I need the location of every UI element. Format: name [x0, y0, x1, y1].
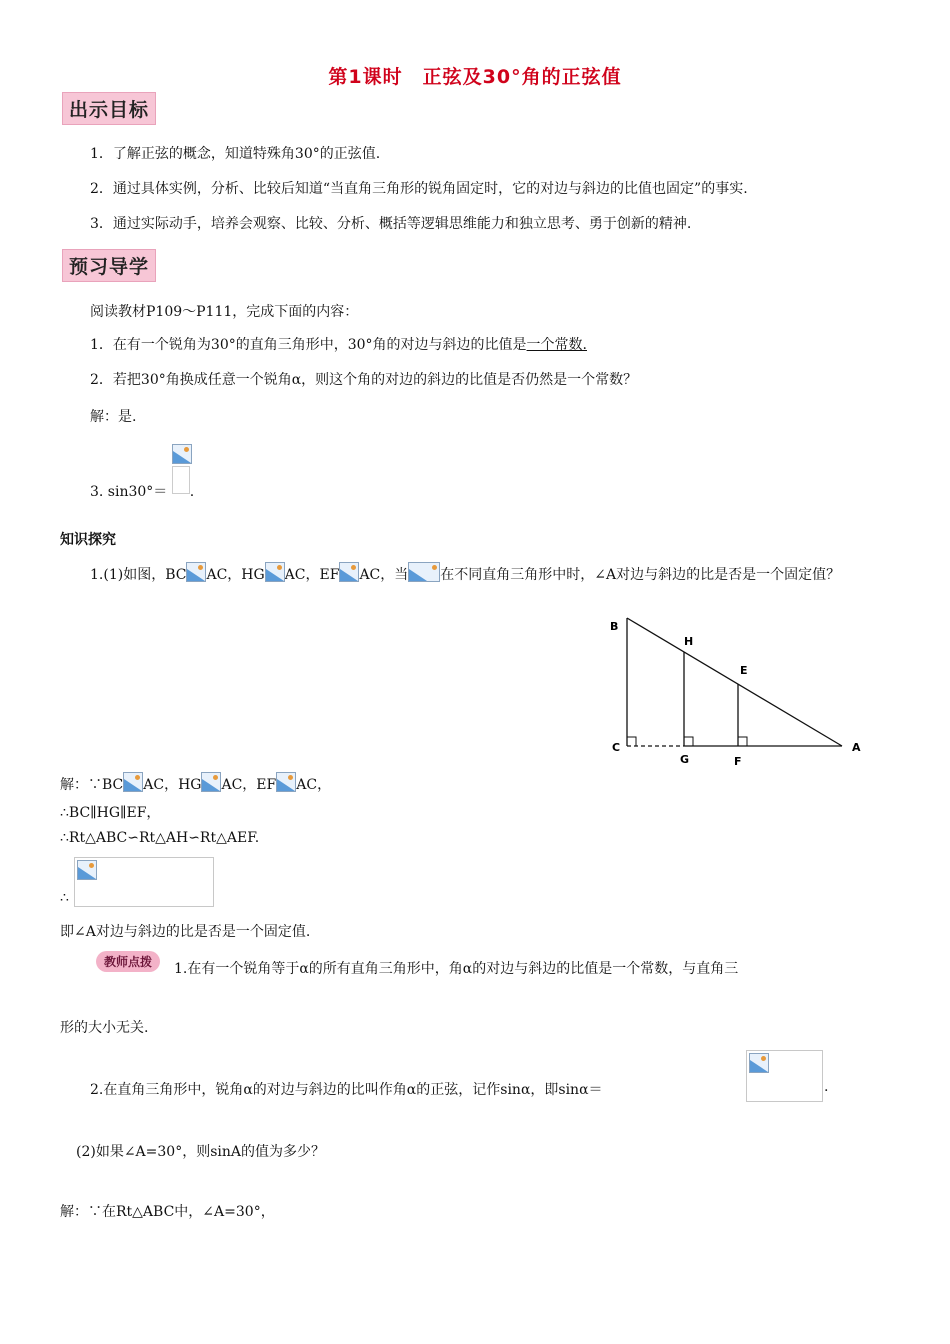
tip-1-line-1: 1.在有一个锐角等于α的所有直角三角形中，角α的对边与斜边的比值是一个常数，与直角三 [174, 961, 739, 977]
image-frame [172, 466, 190, 494]
broken-image-icon [186, 562, 206, 582]
explore-q1-part: 1.(1)如图，BC [90, 567, 187, 583]
explore-q2: (2)如果∠A=30°，则sinA的值为多少？ [76, 1144, 326, 1160]
broken-image-icon [276, 772, 296, 792]
broken-image-icon [77, 860, 97, 880]
tip-2: 2.在直角三角形中，锐角α的对边与斜边的比叫作角α的正弦，记作sinα，即sinα＝ [90, 1082, 603, 1098]
explore-q1-part: AC，HG [206, 567, 265, 583]
tip-2-suffix: . [824, 1079, 829, 1095]
broken-image-icon [123, 772, 143, 792]
label-b: B [610, 620, 619, 633]
preview-q2: 2．若把30°角换成任意一个锐角α，则这个角的对边的斜边的比值是否仍然是一个常数？ [90, 372, 638, 388]
broken-image-icon [172, 444, 192, 464]
goal-item-1: 1．了解正弦的概念，知道特殊角30°的正弦值. [90, 146, 381, 162]
explore-q1-part: AC，当 [359, 567, 409, 583]
explore-heading: 知识探究 [60, 532, 116, 548]
preview-q3 [90, 466, 194, 506]
explore-q2-solution: 解：∵在Rt△ABC中，∠A=30°， [60, 1204, 275, 1220]
broken-image-icon [749, 1053, 769, 1073]
preview-badge: 预习导学 [62, 249, 156, 282]
broken-image-icon [265, 562, 285, 582]
preview-intro: 阅读教材P109～P111，完成下面的内容： [90, 304, 359, 320]
solution-part: AC，HG [143, 777, 202, 793]
explore-q1-part: AC，EF [284, 567, 340, 583]
ratio-image-box [74, 857, 214, 907]
preview-q1-text: 1．在有一个锐角为30°的直角三角形中，30°角的对边与斜边的比值是 [90, 337, 527, 353]
explore-q1-part: 在不同直角三角形中时，∠A对边与斜边的比是否是一个固定值？ [440, 567, 841, 583]
label-g: G [680, 753, 690, 766]
broken-image-icon [408, 562, 440, 582]
label-e: E [740, 664, 748, 677]
broken-image-icon [339, 562, 359, 582]
page-title: 第1课时 正弦及30°角的正弦值 [328, 66, 622, 88]
solution-line-2: ∴BC∥HG∥EF， [60, 805, 161, 821]
goal-item-3: 3．通过实际动手，培养会观察、比较、分析、概括等逻辑思维能力和独立思考、勇于创新的精神. [90, 216, 692, 232]
triangle-figure [600, 610, 870, 775]
label-c: C [612, 741, 621, 754]
preview-q1-answer: 一个常数. [526, 337, 587, 353]
solution-line-4: ∴ [60, 890, 69, 906]
solution-part: AC，EF [221, 777, 277, 793]
solution-part: 解：∵BC [60, 777, 124, 793]
solution-line-5: 即∠A对边与斜边的比是否是一个固定值. [60, 924, 311, 940]
fraction-image-placeholder [172, 466, 190, 506]
sine-definition-image-box [746, 1050, 823, 1102]
solution-line-1 [60, 772, 331, 794]
preview-q2-answer: 解：是. [90, 409, 137, 425]
goal-item-2: 2．通过具体实例，分析、比较后知道“当直角三角形的锐角固定时，它的对边与斜边的比值也固定”的事实. [90, 181, 748, 197]
preview-q3-suffix: . [189, 484, 195, 500]
explore-q1 [90, 562, 840, 584]
label-h: H [684, 635, 694, 648]
solution-part: AC， [296, 777, 332, 793]
broken-image-icon [201, 772, 221, 792]
goals-badge: 出示目标 [62, 92, 156, 125]
right-angle-g [684, 737, 693, 746]
tip-1-line-2: 形的大小无关. [60, 1020, 149, 1036]
label-f: F [734, 755, 742, 768]
preview-q1 [90, 334, 587, 354]
right-angle-f [738, 737, 747, 746]
right-angle-c [627, 737, 636, 746]
teacher-tip-badge: 教师点拨 [96, 951, 160, 972]
solution-line-3: ∴Rt△ABC∽Rt△AH∽Rt△AEF. [60, 830, 260, 846]
preview-q3-prefix: 3. sin30°＝ [90, 484, 168, 500]
label-a: A [852, 741, 861, 754]
hypotenuse-ba [627, 618, 842, 746]
